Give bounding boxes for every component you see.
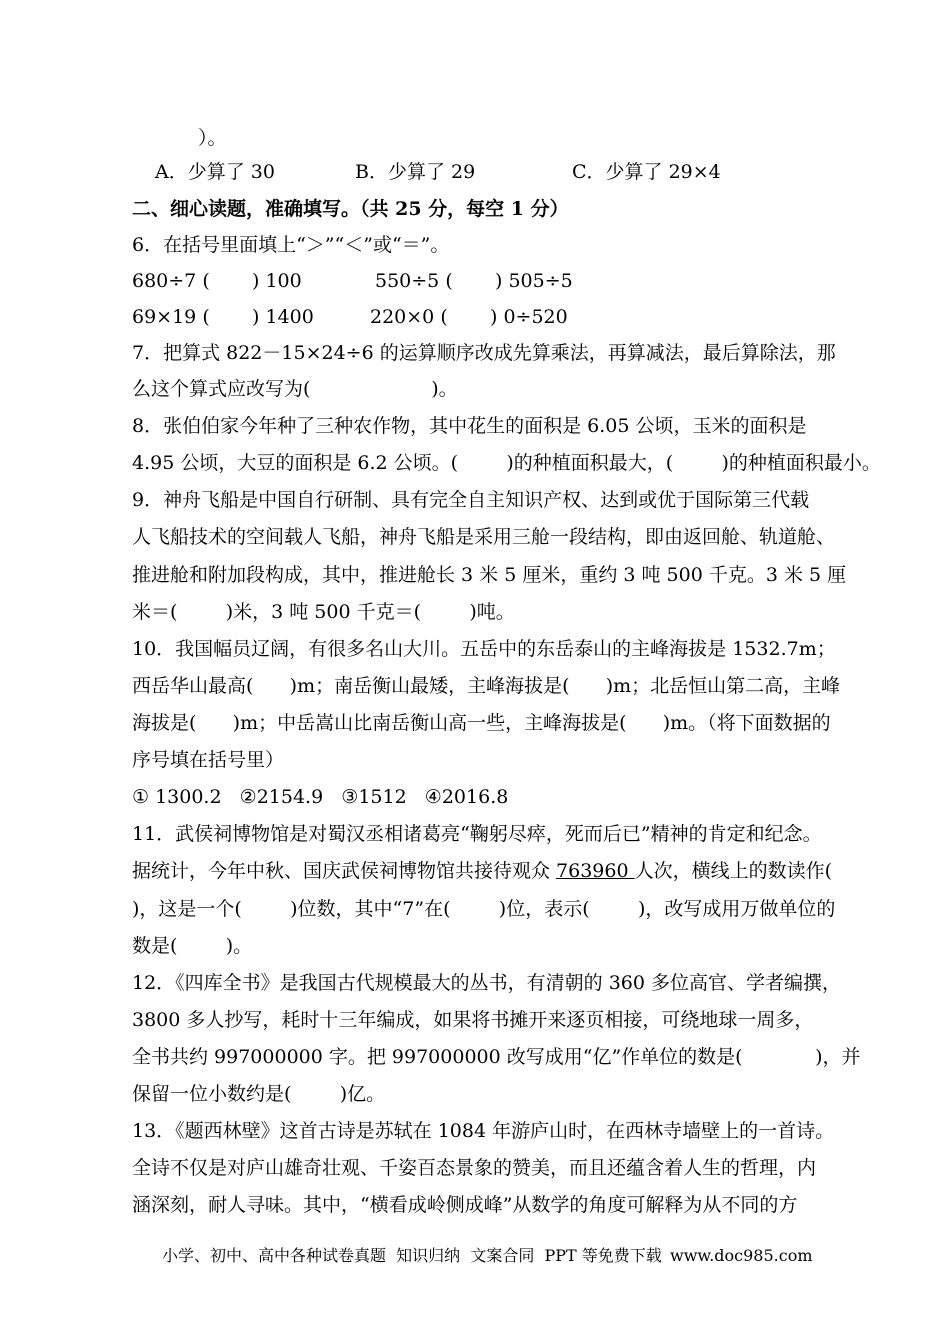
q6-stem: 6．在括号里面填上“＞”“＜”或“＝”。 (132, 234, 450, 256)
q5-tail: ）。 (198, 127, 227, 149)
q6-item-3: 69×19 ( ) 1400 (132, 306, 314, 328)
q8-line-2: 4.95 公顷，大豆的面积是 6.2 公顷。( )的种植面积最大，( )的种植面积最小。 (132, 452, 881, 474)
q12-line-2: 3800 多人抄写，耗时十三年编成，如果将书摊开来逐页相接，可绕地球一周多， (132, 1009, 814, 1031)
q13-line-3: 涵深刻，耐人寻味。其中，“横看成岭侧成峰”从数学的角度可解释为从不同的方 (132, 1194, 798, 1216)
q7-line-1: 7．把算式 822－15×24÷6 的运算顺序改成先算乘法，再算减法，最后算除法，那 (132, 342, 836, 364)
q12-line-1: 12．《四库全书》是我国古代规模最大的丛书，有清朝的 360 多位高官、学者编撰， (132, 972, 842, 994)
q6-item-2: 550÷5 ( ) 505÷5 (375, 270, 573, 292)
q9-line-1: 9．神舟飞船是中国自行研制、具有完全自主知识产权、达到或优于国际第三代载 (132, 489, 810, 511)
q5-option-b: B．少算了 29 (355, 161, 476, 183)
q9-line-3: 推进舱和附加段构成，其中，推进舱长 3 米 5 厘米，重约 3 吨 500 千克。3 米 5 厘 (132, 564, 847, 586)
q6-item-1: 680÷7 ( ) 100 (132, 270, 302, 292)
footer-text: 小学、初中、高中各种试卷真题 知识归纳 文案合同 PPT 等免费下载 (162, 1246, 662, 1265)
q8-line-1: 8．张伯伯家今年种了三种农作物，其中花生的面积是 6.05 公顷，玉米的面积是 (132, 415, 807, 437)
q10-line-2: 西岳华山最高( )m；南岳衡山最矮，主峰海拔是( )m；北岳恒山第二高，主峰 (132, 675, 841, 697)
q9-line-2: 人飞船技术的空间载人飞船，神舟飞船是采用三舱一段结构，即由返回舱、轨道舱、 (132, 526, 836, 548)
q10-line-4: 序号填在括号里） (132, 749, 285, 771)
footer-url[interactable]: www.doc985.com (670, 1246, 813, 1265)
q5-option-a: A．少算了 30 (155, 161, 275, 183)
q11-line-2-prefix: 据统计，今年中秋、国庆武侯祠博物馆共接待观众 (132, 860, 557, 882)
q10-options: ① 1300.2 ②2154.9 ③1512 ④2016.8 (132, 786, 509, 808)
q6-item-4: 220×0 ( ) 0÷520 (370, 306, 568, 328)
q11-line-3: )，这是一个( )位数，其中“7”在( )位，表示( )，改写成用万做单位的 (132, 898, 836, 920)
underlined-number: 763960 (556, 860, 635, 882)
q11-line-2-suffix: 人次，横线上的数读作( (634, 860, 833, 882)
q11-line-4: 数是( )。 (132, 935, 253, 957)
q13-line-1: 13．《题西林壁》这首古诗是苏轼在 1084 年游庐山时，在西林寺墙壁上的一首诗。 (132, 1120, 835, 1142)
q11-line-2 (132, 859, 832, 883)
q11-line-1: 11．武侯祠博物馆是对蜀汉丞相诸葛亮“鞠躬尽瘁，死而后已”精神的肯定和纪念。 (132, 823, 822, 845)
section-heading: 二、细心读题，准确填写。（共 25 分，每空 1 分） (132, 198, 569, 220)
q12-line-4: 保留一位小数约是( )亿。 (132, 1083, 386, 1105)
q5-option-c: C．少算了 29×4 (572, 161, 721, 183)
q7-line-2: 么这个算式应改写为( )。 (132, 378, 458, 400)
q13-line-2: 全诗不仅是对庐山雄奇壮观、千姿百态景象的赞美，而且还蕴含着人生的哲理，内 (132, 1157, 817, 1179)
q10-line-3: 海拔是( )m；中岳嵩山比南岳衡山高一些，主峰海拔是( )m。（将下面数据的 (132, 712, 831, 734)
q12-line-3: 全书共约 997000000 字。把 997000000 改写成用“亿”作单位的数是( )，并 (132, 1046, 861, 1068)
q9-line-4: 米＝( )米，3 吨 500 千克＝( )吨。 (132, 601, 515, 623)
q10-line-1: 10．我国幅员辽阔，有很多名山大川。五岳中的东岳泰山的主峰海拔是 1532.7m； (132, 638, 836, 660)
